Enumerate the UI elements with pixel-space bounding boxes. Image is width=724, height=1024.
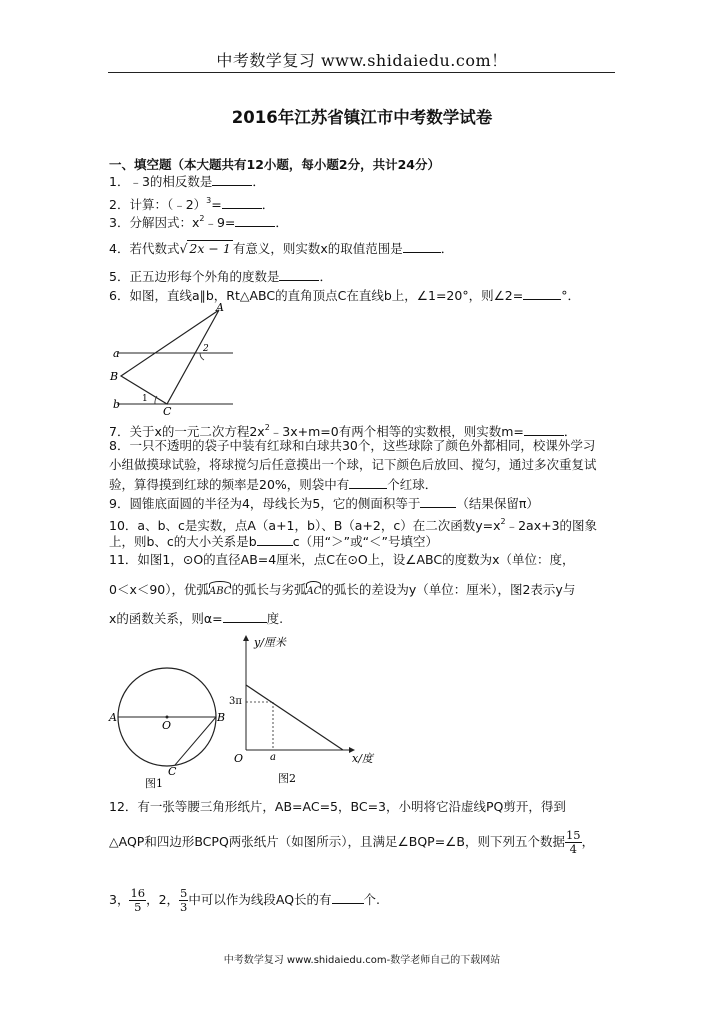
- question-3: [109, 211, 288, 231]
- figure-2-graph: [228, 632, 388, 792]
- q11-line2b: 的弧长与劣弧: [231, 582, 307, 597]
- q7-tail: ．: [563, 424, 577, 439]
- label-vertex-a: A: [216, 301, 224, 314]
- q10-line1b: ﹣2ax+3的图象: [505, 518, 598, 533]
- q12-line3a: 3，: [109, 892, 130, 907]
- label-angle-2: 2: [203, 344, 209, 354]
- fig1-label-o: O: [162, 719, 172, 732]
- question-11-line-2: [109, 581, 575, 600]
- fig1-label-c: C: [168, 765, 177, 778]
- q7-blank: [524, 423, 564, 436]
- arc-ac: AC: [306, 581, 321, 600]
- q12-line3c: 中可以作为线段AQ长的有: [188, 892, 332, 907]
- page-header: 中考数学复习 www.shidaiedu.com！: [216, 51, 508, 70]
- fig2-y-tick: 3π: [229, 696, 242, 707]
- label-vertex-b: B: [110, 370, 119, 383]
- q3-text: 3．分解因式：x: [109, 215, 200, 230]
- question-4: [109, 240, 453, 257]
- q11-blank: [223, 610, 267, 623]
- q9-tail: （结果保留π）: [456, 496, 539, 511]
- question-1: [109, 173, 265, 190]
- figure-1-circle: [105, 665, 230, 795]
- frac3-denominator: 3: [180, 900, 188, 914]
- label-vertex-c: C: [163, 405, 172, 418]
- fig1-caption: 图1: [145, 777, 163, 790]
- q11-line2a: 0＜x＜90），优弧: [109, 582, 210, 597]
- page-footer: 中考数学复习 www.shidaiedu.com-数学老师自己的下载网站: [223, 955, 501, 966]
- fig1-label-a: A: [109, 711, 117, 724]
- fig2-y-axis-label: y/厘米: [254, 636, 286, 649]
- q1-text: 1．﹣3的相反数是: [109, 174, 213, 189]
- q11-line2c: 的弧长的差设为y（单位：厘米），图2表示y与: [321, 582, 576, 597]
- fraction-15-4: [565, 829, 582, 856]
- q5-tail: ．: [319, 269, 332, 284]
- q9-text: 9．圆锥底面圆的半径为4，母线长为5，它的侧面积等于: [109, 496, 421, 511]
- q4-blank: [403, 240, 441, 253]
- q1-blank: [212, 173, 252, 186]
- q3-tail: ．: [275, 215, 288, 230]
- page-title: 2016年江苏省镇江市中考数学试卷: [231, 108, 493, 127]
- frac2-denominator: 5: [134, 900, 142, 914]
- label-a: a: [113, 347, 120, 360]
- fig2-x-axis-label: x/度: [352, 752, 373, 765]
- arc-abc: ABC: [209, 581, 231, 600]
- q2-exponent: 3: [206, 196, 212, 205]
- q4-pre: 4．若代数式: [109, 241, 180, 256]
- q8-line3b: 个红球．: [387, 477, 438, 492]
- q2-blank: [222, 196, 262, 209]
- q6-tail: °．: [561, 288, 580, 303]
- q8-blank: [349, 476, 387, 489]
- q7-mid: ﹣3x+m=0有两个相等的实数根，则实数m=: [269, 424, 524, 439]
- fraction-16-5: [129, 887, 146, 914]
- figure-q6: [105, 300, 245, 418]
- q8-line3a: 验，算得摸到红球的频率是20%，则袋中有: [109, 477, 350, 492]
- triangle-abc: [121, 310, 219, 404]
- question-10-line-1: [109, 514, 597, 534]
- question-8-line-1: 8．一只不透明的袋子中装有红球和白球共30个，这些球除了颜色外都相同，校课外学习: [109, 438, 596, 453]
- question-9: [109, 495, 539, 512]
- q7-exponent: 2: [264, 423, 270, 432]
- q3-mid: ﹣9=: [204, 215, 236, 230]
- q12-line2a: △AQP和四边形BCPQ两张纸片（如图所示），且满足∠BQP=∠B，则下列五个数据: [109, 834, 565, 849]
- q2-text: 2．计算：（﹣2）: [109, 197, 207, 212]
- q5-text: 5．正五边形每个外角的度数是: [109, 269, 280, 284]
- q11-line3a: x的函数关系，则α=: [109, 611, 223, 626]
- q2-mid: =: [211, 197, 222, 212]
- q1-tail: ．: [252, 174, 265, 189]
- q10-blank: [257, 533, 293, 546]
- question-7: [109, 420, 576, 440]
- q3-blank: [235, 214, 275, 227]
- q7-text: 7．关于x的一元二次方程2x: [109, 424, 265, 439]
- question-8-line-2: 小组做摸球试验，将球搅匀后任意摸出一个球，记下颜色后放回、搅匀，通过多次重复试: [109, 457, 597, 472]
- q12-line3d: 个.: [363, 892, 381, 907]
- fraction-5-3: [179, 887, 188, 914]
- section-heading: 一、填空题（本大题共有12小题，每小题2分，共计24分）: [109, 157, 440, 172]
- frac1-numerator: 15: [565, 828, 581, 842]
- q5-blank: [279, 268, 319, 281]
- question-2: [109, 193, 274, 213]
- q9-blank: [420, 495, 456, 508]
- q4-radicand: 2x − 1: [189, 241, 231, 256]
- fig2-caption: 图2: [278, 772, 296, 785]
- question-5: [109, 268, 332, 285]
- question-11-line-3: [109, 610, 283, 627]
- q10-line1a: 10．a、b、c是实数，点A（a+1，b）、B（a+2，c）在二次函数y=x: [109, 518, 501, 533]
- q4-post: 有意义，则实数x的取值范围是: [232, 241, 403, 256]
- q10-line2b: c（用“＞”或“＜”号填空）: [292, 534, 439, 549]
- q6-blank: [523, 287, 561, 300]
- frac1-denominator: 4: [569, 842, 577, 856]
- question-12-line-2: [109, 829, 594, 856]
- q4-tail: ．: [440, 241, 454, 256]
- frac2-numerator: 16: [130, 886, 146, 900]
- angle-2-arc: [200, 353, 204, 360]
- question-10-line-2: [109, 533, 438, 550]
- q10-line2a: 上，则b、c的大小关系是b: [109, 534, 257, 549]
- fig2-origin: O: [234, 752, 244, 765]
- label-b: b: [113, 398, 121, 411]
- fig1-label-b: B: [217, 711, 226, 724]
- q12-line3b: ，2，: [146, 892, 180, 907]
- header-divider: [108, 72, 615, 73]
- q12-line2b: ，: [581, 834, 595, 849]
- q6-text: 6．如图，直线a∥b，Rt△ABC的直角顶点C在直线b上，∠1=20°，则∠2=: [109, 288, 524, 303]
- q12-blank: [332, 891, 364, 904]
- q4-sqrt: √ 2x − 1: [179, 241, 231, 256]
- question-11-line-1: 11．如图1，⊙O的直径AB=4厘米，点C在⊙O上，设∠ABC的度数为x（单位：度，: [109, 552, 575, 567]
- q11-line3b: 度.: [266, 611, 284, 626]
- q3-exponent: 2: [199, 214, 205, 223]
- label-angle-1: 1: [142, 394, 148, 404]
- question-12-line-3: [109, 887, 380, 914]
- fig2-x-tick: a: [270, 752, 276, 763]
- q10-exponent: 2: [500, 517, 506, 526]
- question-12-line-1: 12．有一张等腰三角形纸片，AB=AC=5，BC=3，小明将它沿虚线PQ剪开，得到: [109, 799, 566, 814]
- q2-tail: ．: [261, 197, 275, 212]
- question-8-line-3: [109, 476, 437, 493]
- frac3-numerator: 5: [180, 886, 188, 900]
- function-line: [246, 685, 343, 750]
